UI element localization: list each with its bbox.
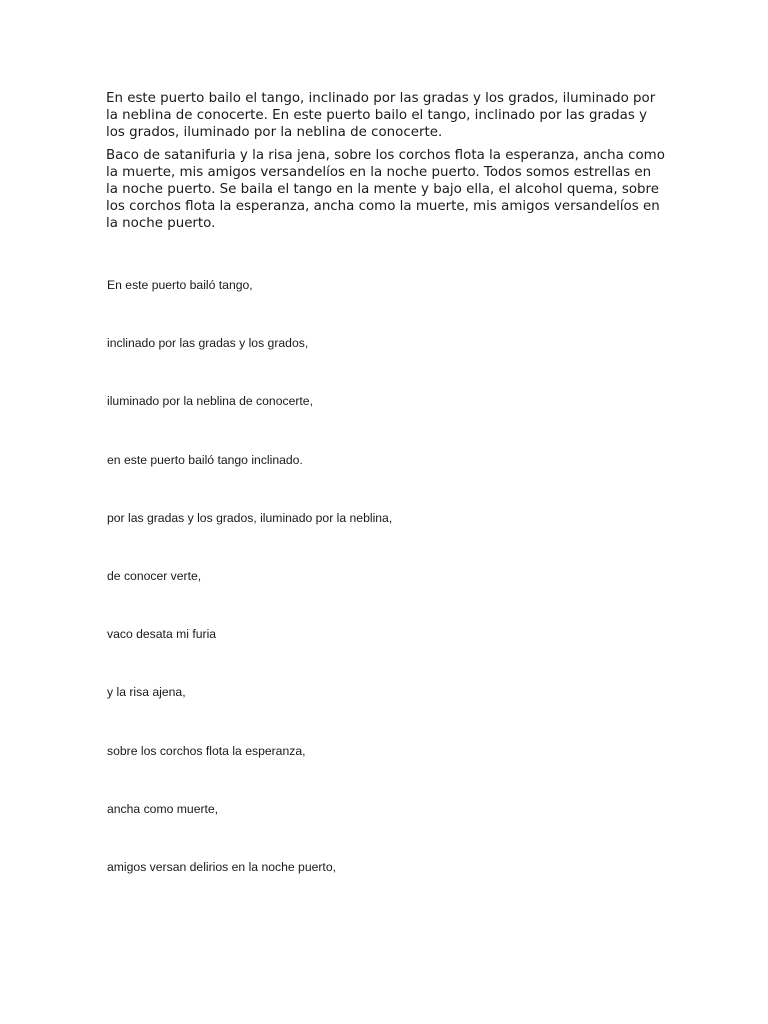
verse-line: sobre los corchos flota la esperanza,	[107, 743, 306, 758]
prose-section	[106, 90, 666, 238]
verse-line: En este puerto bailó tango,	[107, 278, 253, 292]
verse-line: por las gradas y los grados, iluminado por la neblina,	[107, 510, 393, 525]
verse-line: vaco desata mi furia	[107, 627, 217, 642]
verse-line: de conocer verte,	[107, 568, 202, 583]
verse-line: ancha como muerte,	[107, 801, 219, 816]
paragraph: Baco de satanifuria y la risa jena, sobre los corchos flota la esperanza, ancha como la muerte, mis amigos versandelíos en la noche puerto. Todos somos estrellas en la noche puerto. Se baila el tango en la mente y bajo ella, el alcohol quema, sobre los corchos flota la esperanza, ancha como la muerte, mis amigos versandelíos en la noche puerto.	[106, 148, 665, 231]
verse-line: y la risa ajena,	[107, 685, 186, 700]
verse-line: en este puerto bailó tango inclinado.	[107, 452, 303, 467]
verse-line: amigos versan delirios en la noche puerto,	[107, 859, 336, 874]
verse-line: iluminado por la neblina de conocerte,	[107, 394, 313, 409]
paragraph: En este puerto bailo el tango, inclinado por las gradas y los grados, iluminado por la neblina de conocerte. En este puerto bailo el tango, inclinado por las gradas y los grados, iluminado por la neblina de conocerte.	[106, 91, 656, 140]
verse-line: inclinado por las gradas y los grados,	[107, 336, 309, 351]
verse-list	[107, 276, 667, 916]
